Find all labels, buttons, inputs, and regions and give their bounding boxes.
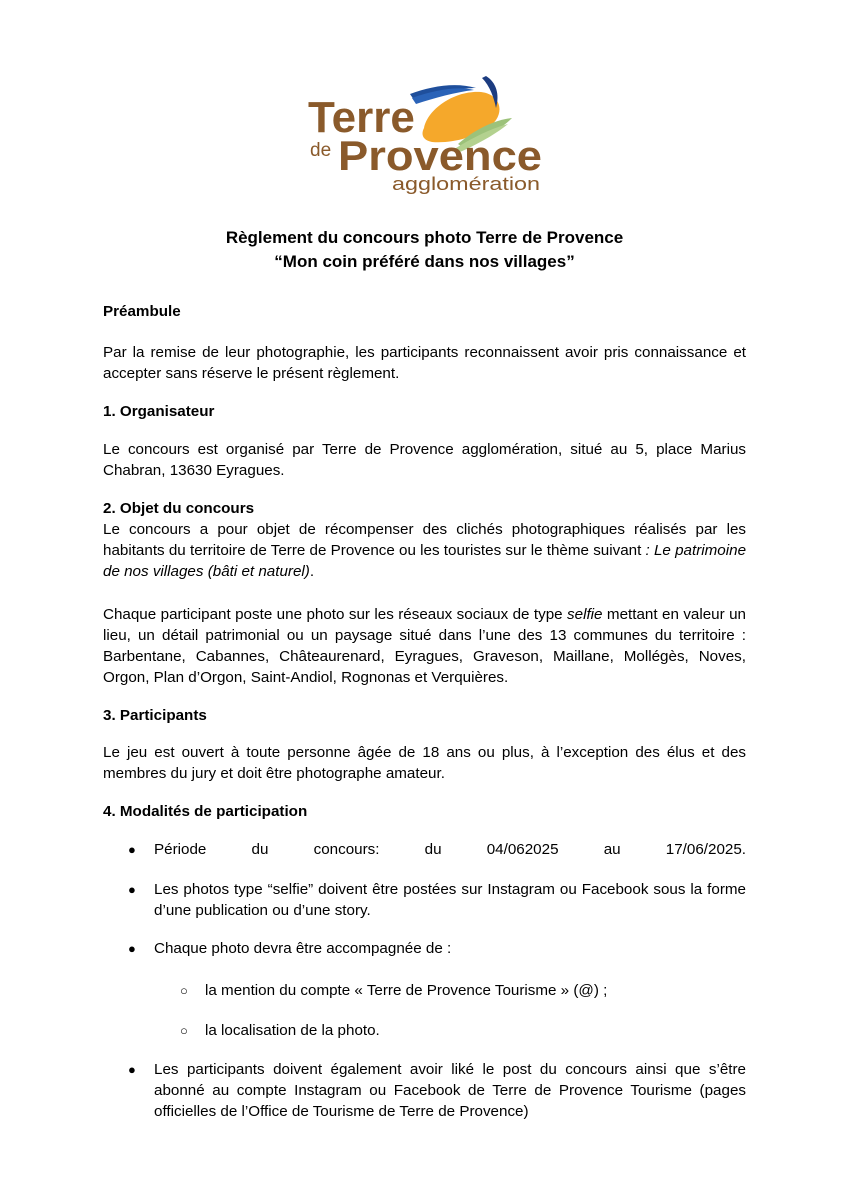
- preamble-section: [103, 301, 746, 322]
- period-end-date: 17/06/2025.: [665, 841, 746, 858]
- bullet-4-text: Les participants doivent également avoir liké le post du concours ainsi que s’être abonné au compte Instagram ou Facebook de Terre de Provence Tourisme (pages officielles de l’Office de Tourisme de Terre de Provence): [154, 1061, 746, 1120]
- bullet-dot-icon: ●: [128, 1062, 136, 1077]
- bullet-2-text: Les photos type “selfie” doivent être postées sur Instagram ou Facebook sous la forme d’une publication ou d’une story.: [154, 881, 746, 919]
- title-line-2: “Mon coin préféré dans nos villages”: [274, 252, 575, 271]
- section-objet: [103, 498, 746, 582]
- section-4-heading: 4. Modalités de participation: [103, 803, 308, 820]
- section-3-paragraph-block: [103, 742, 746, 784]
- section-2-theme-text: : Le patrimoine de nos villages (bâti et naturel): [103, 542, 747, 580]
- section-2-end-text: .: [309, 563, 315, 580]
- section-3-heading: 3. Participants: [103, 707, 207, 724]
- logo-word-terre: Terre: [308, 93, 415, 142]
- document-title: [103, 226, 746, 274]
- logo-word-de: de: [310, 140, 332, 161]
- section-participants: [103, 705, 746, 726]
- period-word: au: [603, 841, 621, 858]
- section-2-paragraph-2-block: [103, 604, 746, 688]
- section-2-intro-text: Le concours a pour objet de récompenser des clichés photographiques réalisés par les habitants du territoire de Terre de Provence ou les touristes sur le thème suivant: [103, 521, 746, 559]
- period-word: du: [251, 841, 269, 858]
- period-word: Période: [154, 841, 207, 858]
- logo-graphic: [306, 68, 550, 198]
- bullet-dot-icon: ●: [128, 882, 136, 897]
- sub-bullet-2-text: la localisation de la photo.: [205, 1022, 380, 1039]
- period-word: du: [424, 841, 442, 858]
- section-2-heading: 2. Objet du concours: [103, 500, 255, 517]
- section-2-p2-part-b: mettant en valeur un lieu, un détail patrimonial ou un paysage situé dans l’une des 13 communes du territoire : Barbentane, Cabannes, Châteaurenard, Eyragues, Graveson, Maillane, Mollégès, Noves, Orgon, Plan d’Orgon, Saint-Andiol, Rognonas et Verquières.: [103, 606, 746, 686]
- logo-word-provence: Provence: [338, 132, 542, 179]
- section-1-paragraph-block: [103, 439, 746, 481]
- section-2-p2-selfie: selfie: [567, 606, 603, 623]
- sub-bullet-1-text: la mention du compte « Terre de Provence Tourisme » (@) ;: [205, 982, 608, 999]
- bullet-dot-icon: ●: [128, 941, 136, 956]
- preamble-heading: Préambule: [103, 303, 181, 320]
- logo-word-agglomeration: agglomération: [392, 174, 540, 194]
- period-start-date: 04/062025: [486, 841, 559, 858]
- period-word: concours:: [313, 841, 380, 858]
- section-3-paragraph: Le jeu est ouvert à toute personne âgée de 18 ans ou plus, à l’exception des élus et des membres du jury et doit être photographe amateur.: [103, 744, 746, 782]
- section-2-p2-part-a: Chaque participant poste une photo sur les réseaux sociaux de type: [103, 606, 568, 623]
- section-2-paragraph-1: [103, 519, 746, 582]
- section-organisateur: [103, 401, 746, 422]
- sub-bullet-circle-icon: ○: [180, 983, 188, 998]
- terre-de-provence-logo: [306, 68, 550, 198]
- preamble-paragraph-block: [103, 342, 746, 384]
- period-text: [154, 839, 746, 860]
- section-1-paragraph: Le concours est organisé par Terre de Provence agglomération, situé au 5, place Marius Chabran, 13630 Eyragues.: [103, 441, 746, 479]
- title-line-1: Règlement du concours photo Terre de Provence: [225, 228, 624, 247]
- section-modalites: [103, 801, 746, 822]
- bullet-dot-icon: ●: [128, 842, 136, 857]
- section-2-paragraph-2: [103, 604, 746, 688]
- section-1-heading: 1. Organisateur: [103, 403, 215, 420]
- bullet-3-text: Chaque photo devra être accompagnée de :: [154, 940, 452, 957]
- preamble-paragraph: Par la remise de leur photographie, les participants reconnaissent avoir pris connaissance et accepter sans réserve le présent règlement.: [103, 344, 746, 382]
- sub-bullet-circle-icon: ○: [180, 1023, 188, 1038]
